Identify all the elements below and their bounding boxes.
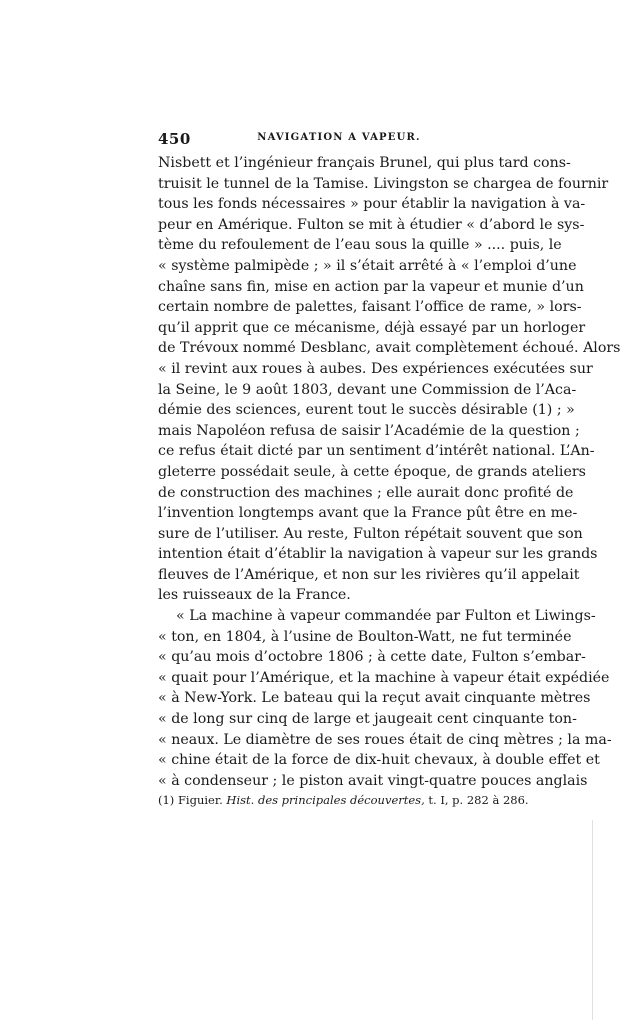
text-line: « à New-York. Le bateau qui la reçut avait cinquante mètres <box>158 690 591 707</box>
text-line: « qu’au mois d’octobre 1806 ; à cette date, Fulton s’embar- <box>158 649 586 666</box>
footnote-author: Figuier. <box>177 793 223 807</box>
running-title: NAVIGATION A VAPEUR. <box>257 132 421 143</box>
text-line: intention était d’établir la navigation à vapeur sur les grands <box>158 546 598 563</box>
text-line: « La machine à vapeur commandée par Fulton et Liwings- <box>176 608 596 625</box>
text-line: « chine était de la force de dix-huit chevaux, à double effet et <box>158 752 600 769</box>
body-text <box>158 153 620 791</box>
text-line: truisit le tunnel de la Tamise. Livingston se chargea de fournir <box>158 175 609 192</box>
text-line: « à condenseur ; le piston avait vingt-quatre pouces anglais <box>158 772 588 789</box>
footnote <box>158 793 529 807</box>
text-line: certain nombre de palettes, faisant l’office de rame, » lors- <box>158 299 582 316</box>
text-line: l’invention longtemps avant que la France pût être en me- <box>158 505 578 522</box>
text-line: mais Napoléon refusa de saisir l’Académie de la question ; <box>158 422 580 439</box>
text-line: « de long sur cinq de large et jaugeait cent cinquante ton- <box>158 711 577 728</box>
text-line: la Seine, le 9 août 1803, devant une Commission de l’Aca- <box>158 381 577 398</box>
text-line: « neaux. Le diamètre de ses roues était de cinq mètres ; la ma- <box>158 731 612 748</box>
text-line: démie des sciences, eurent tout le succès désirable (1) ; » <box>158 402 575 419</box>
text-line: fleuves de l’Amérique, et non sur les rivières qu’il appelait <box>158 566 580 583</box>
text-line: peur en Amérique. Fulton se mit à étudier « d’abord le sys- <box>158 216 585 233</box>
text-line: « il revint aux roues à aubes. Des expériences exécutées sur <box>158 360 593 377</box>
text-line: Nisbett et l’ingénieur français Brunel, qui plus tard cons- <box>158 155 571 171</box>
text-line: chaîne sans fin, mise en action par la vapeur et munie d’un <box>158 278 584 295</box>
footnote-reference: t. I, p. 282 à 286. <box>428 793 529 807</box>
text-line: sure de l’utiliser. Au reste, Fulton répétait souvent que son <box>158 525 583 542</box>
text-line: de Trévoux nommé Desblanc, avait complètement échoué. Alors <box>158 340 620 357</box>
text-line: tème du refoulement de l’eau sous la quille » .... puis, le <box>158 237 562 254</box>
text-line: « système palmipède ; » il s’était arrêté à « l’emploi d’une <box>158 257 577 274</box>
text-line: tous les fonds nécessaires » pour établir la navigation à va- <box>158 196 586 213</box>
text-line: de construction des machines ; elle aurait donc profité de <box>158 484 574 501</box>
text-line: qu’il apprit que ce mécanisme, déjà essayé par un horloger <box>158 319 586 336</box>
text-line: « quait pour l’Amérique, et la machine à vapeur était expédiée <box>158 669 610 686</box>
text-line: « ton, en 1804, à l’usine de Boulton-Watt, ne fut terminée <box>158 628 572 645</box>
page-number: 450 <box>158 130 191 148</box>
text-line: gleterre possédait seule, à cette époque, de grands ateliers <box>158 463 586 480</box>
footnote-title: Hist. des principales découvertes, <box>226 793 425 807</box>
text-line: les ruisseaux de la France. <box>158 587 351 604</box>
footnote-marker: (1) <box>158 793 175 807</box>
page-edge-shadow <box>592 820 593 1020</box>
text-line: ce refus était dicté par un sentiment d’intérêt national. L’An- <box>158 443 595 460</box>
page-header <box>158 130 520 150</box>
